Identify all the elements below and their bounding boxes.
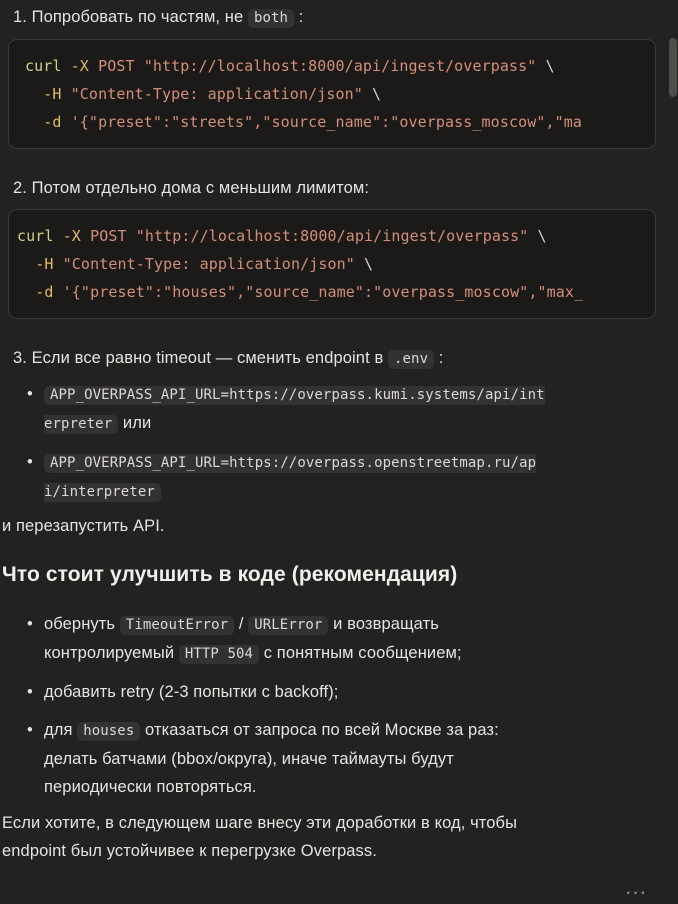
code-token: [54, 227, 63, 245]
text-run: и возвращать контролируемый: [44, 615, 439, 662]
code-token: [25, 113, 43, 131]
inline-code-chip: HTTP 504: [179, 645, 259, 664]
closing-offer: [2, 809, 552, 865]
code-token-flag: -X: [70, 57, 89, 75]
inline-code-chip: .env: [388, 350, 434, 369]
code-token: [62, 113, 71, 131]
inline-code-chip: APP_OVERPASS_API_URL=https://overpass.kumi.systems/api/interpreter: [44, 387, 545, 432]
text-run: :: [294, 8, 304, 26]
code-token-str: POST "http://localhost:8000/api/ingest/overpass": [90, 227, 529, 245]
scrollbar-thumb[interactable]: [669, 38, 677, 97]
inline-code-chip: APP_OVERPASS_API_URL=https://overpass.openstreetmap.ru/api/interpreter: [44, 455, 537, 500]
bullet-marker: •: [27, 683, 33, 701]
list-number: 2.: [13, 179, 32, 197]
code-token: [54, 283, 63, 301]
code-line: [25, 52, 639, 80]
code-token-str: '{"preset":"streets","source_name":"overpass_moscow","ma: [70, 113, 582, 131]
numbered-item-3: [2, 347, 656, 370]
bullet-item: [2, 716, 552, 801]
code-token: [17, 283, 35, 301]
text-run: Если все равно timeout — сменить endpoint в: [31, 349, 388, 367]
inline-code-chip: both: [248, 9, 294, 28]
code-token-cmd: curl: [25, 57, 62, 75]
text-run: Что стоит улучшить в коде (рекомендация): [2, 563, 458, 586]
text-run: отказаться от запроса по всей Москве за раз: делать батчами (bbox/округа), иначе таймауты будут периодически повторяться.: [44, 721, 499, 796]
inline-code-chip: houses: [77, 722, 140, 741]
inline-code-chip: TimeoutError: [120, 616, 234, 635]
code-token-str: '{"preset":"houses","source_name":"overpass_moscow","max_: [62, 283, 584, 301]
text-run: и перезапустить API.: [2, 517, 165, 535]
more-indicator: ···: [626, 885, 648, 902]
bullet-item: [2, 380, 552, 438]
text-run: с понятным сообщением;: [259, 644, 462, 662]
code-token-str: POST "http://localhost:8000/api/ingest/overpass": [98, 57, 537, 75]
recommendations-list: [2, 610, 552, 801]
code-token-esc: \: [354, 255, 374, 273]
code-token: [81, 227, 90, 245]
text-run: /: [234, 615, 249, 633]
code-line: [17, 278, 639, 306]
list-number: 1.: [13, 8, 32, 26]
bullet-marker: •: [27, 385, 33, 403]
code-line: [17, 222, 639, 250]
numbered-item-2: [2, 177, 656, 199]
code-token: [62, 85, 71, 103]
endpoint-options-list: [2, 380, 552, 506]
code-line: [25, 108, 639, 136]
code-token-flag: -d: [35, 283, 54, 301]
section-heading: [2, 562, 656, 588]
bullet-item: [2, 610, 552, 668]
code-line: [17, 250, 639, 278]
bullet-marker: •: [27, 615, 33, 633]
bullet-item: [2, 448, 552, 506]
text-run: добавить retry (2-3 попытки с backoff);: [44, 683, 339, 701]
code-token: [25, 85, 43, 103]
code-block-2[interactable]: [8, 209, 656, 319]
code-token-esc: \: [362, 85, 382, 103]
list-number: 3.: [13, 349, 32, 367]
text-run: обернуть: [44, 615, 120, 633]
code-token-cmd: curl: [17, 227, 54, 245]
code-line: [25, 80, 639, 108]
code-token-flag: -d: [43, 113, 62, 131]
numbered-item-1: [2, 6, 656, 29]
code-token-esc: \: [536, 57, 555, 75]
code-token: [62, 57, 71, 75]
text-run: Потом отдельно дома с меньшим лимитом:: [31, 179, 370, 197]
code-token-esc: \: [528, 227, 547, 245]
code-token-flag: -X: [62, 227, 81, 245]
text-run: :: [434, 349, 444, 367]
code-token: [89, 57, 98, 75]
code-block-1[interactable]: [8, 39, 656, 149]
inline-code-chip: URLError: [248, 616, 328, 635]
text-run: или: [118, 414, 152, 432]
restart-note: [2, 512, 552, 540]
bullet-marker: •: [27, 721, 33, 739]
text-run: Попробовать по частям, не: [31, 8, 248, 26]
code-token-flag: -H: [43, 85, 62, 103]
code-token-flag: -H: [35, 255, 54, 273]
text-run: для: [44, 721, 78, 739]
code-token: [17, 255, 35, 273]
code-token-str: "Content-Type: application/json": [70, 85, 363, 103]
bullet-marker: •: [27, 453, 33, 471]
code-token: [54, 255, 63, 273]
text-run: Если хотите, в следующем шаге внесу эти доработки в код, чтобы endpoint был устойчивее к перегрузке Overpass.: [2, 814, 518, 860]
bullet-item: [2, 678, 552, 706]
code-token-str: "Content-Type: application/json": [62, 255, 355, 273]
